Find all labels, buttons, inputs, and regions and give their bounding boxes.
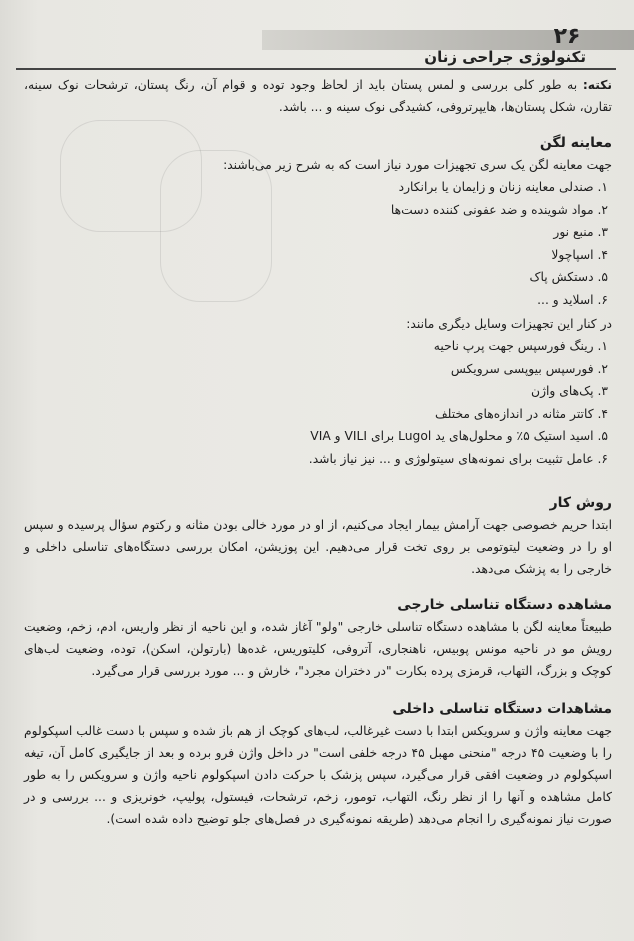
internal-exam-heading: مشاهدات دستگاه تناسلی داخلی — [392, 701, 612, 717]
list-item: ۴. کاتتر مثانه در اندازه‌های مختلف — [434, 406, 608, 421]
list-item: ۳. پک‌های واژن — [531, 384, 608, 398]
list-item: ۵. دستکش پاک — [529, 270, 608, 284]
other-equipment-intro: در کنار این تجهیزات وسایل دیگری مانند: — [406, 317, 612, 331]
list-item: ۶. اسلاید و ... — [537, 292, 608, 307]
external-exam-text: طبیعتاً معاینه لگن با مشاهده دستگاه تناسلی خارجی "ولو" آغاز شده، و این ناحیه از نظر واریس، ادم، زخم، وضعیت رویش مو در ناحیه مونس پوبیس، ناهنجاری، آتروفی، کلیتوریس، غده‌ها (بارتولن، اسکن)، توده، وضعیت لب‌های کوچک و بزرگ، التهاب، قرمزی پرده بکارت "در دختران مجرد"، خارش و ... مورد بررسی قرار می‌گیرد. — [24, 620, 612, 678]
page-content — [24, 74, 612, 830]
list-item: ۱. رینگ فورسپس جهت پرپ ناحیه — [433, 339, 608, 353]
note-paragraph — [24, 74, 612, 118]
list-item: ۳. منبع نور — [553, 225, 608, 239]
pelvic-exam-intro: جهت معاینه لگن یک سری تجهیزات مورد نیاز است که به شرح زیر می‌باشند: — [223, 158, 612, 172]
list-item: ۲. مواد شوینده و ضد عفونی کننده دست‌ها — [390, 202, 608, 217]
internal-exam-section — [24, 698, 612, 830]
internal-exam-text: جهت معاینه واژن و سرویکس ابتدا با دست غیرغالب، لب‌های کوچک از هم باز شده و سپس با دست غالب اسپکولوم را با وضعیت ۴۵ درجه "منحنی مهبل ۴۵ درجه خلفی است" در داخل واژن فرو برده و بعد از جایگیری کامل آن، تیغه اسپکولوم در وضعیت افقی قرار می‌گیرد، سپس پزشک با حرکت دادن اسپکولوم ناحیه واژن و سرویکس را به طور کامل مشاهده و آنها را از نظر رنگ، التهاب، تومور، زخم، ترشحات، فیستول، پولیپ، خونریزی و ... بررسی و در صورت نیاز نمونه‌گیری را انجام می‌دهد (طریقه نمونه‌گیری در فصل‌های جلو توضیح داده شده است). — [24, 724, 612, 826]
header-rule — [16, 68, 616, 70]
pelvic-exam-heading: معاینه لگن — [539, 135, 612, 151]
equipment-list — [24, 176, 612, 311]
method-section — [24, 492, 612, 580]
method-heading: روش کار — [549, 495, 612, 511]
other-equipment-list — [24, 335, 612, 470]
external-exam-heading: مشاهده دستگاه تناسلی خارجی — [397, 597, 612, 613]
method-text: ابتدا حریم خصوصی جهت آرامش بیمار ایجاد می‌کنیم، از او در مورد خالی بودن مثانه و رکتوم سؤال پرسیده و سپس او را در وضعیت لیتوتومی بر روی تخت قرار می‌دهیم. این پوزیشن، امکان بررسی دستگاه‌های تناسلی داخلی و خارجی را به پزشک می‌دهد. — [24, 518, 612, 576]
list-item: ۲. فورسپس بیوپسی سرویکس — [450, 361, 608, 376]
list-item: ۴. اسپاچولا — [551, 247, 608, 262]
note-text: به طور کلی بررسی و لمس پستان باید از لحاظ وجود توده و قوام آن، رنگ پستان، ترشحات نوک سینه، تقارن، شکل پستان‌ها، هایپرتروفی، کشیدگی نوک سینه و ... باشد. — [24, 78, 612, 114]
list-item: ۶. عامل تثبیت برای نمونه‌های سیتولوژی و ... نیز نیاز باشد. — [308, 451, 608, 466]
external-exam-section — [24, 594, 612, 682]
page-number: ۲۶ — [553, 24, 581, 49]
running-title: تکنولوژی جراحی زنان — [424, 48, 586, 66]
list-item: ۵. اسید استیک ۵٪ و محلول‌های ید Lugol برای VILI و VIA — [310, 429, 608, 443]
note-label: نکته: — [582, 78, 612, 92]
list-item: ۱. صندلی معاینه زنان و زایمان یا برانکارد — [398, 180, 608, 194]
